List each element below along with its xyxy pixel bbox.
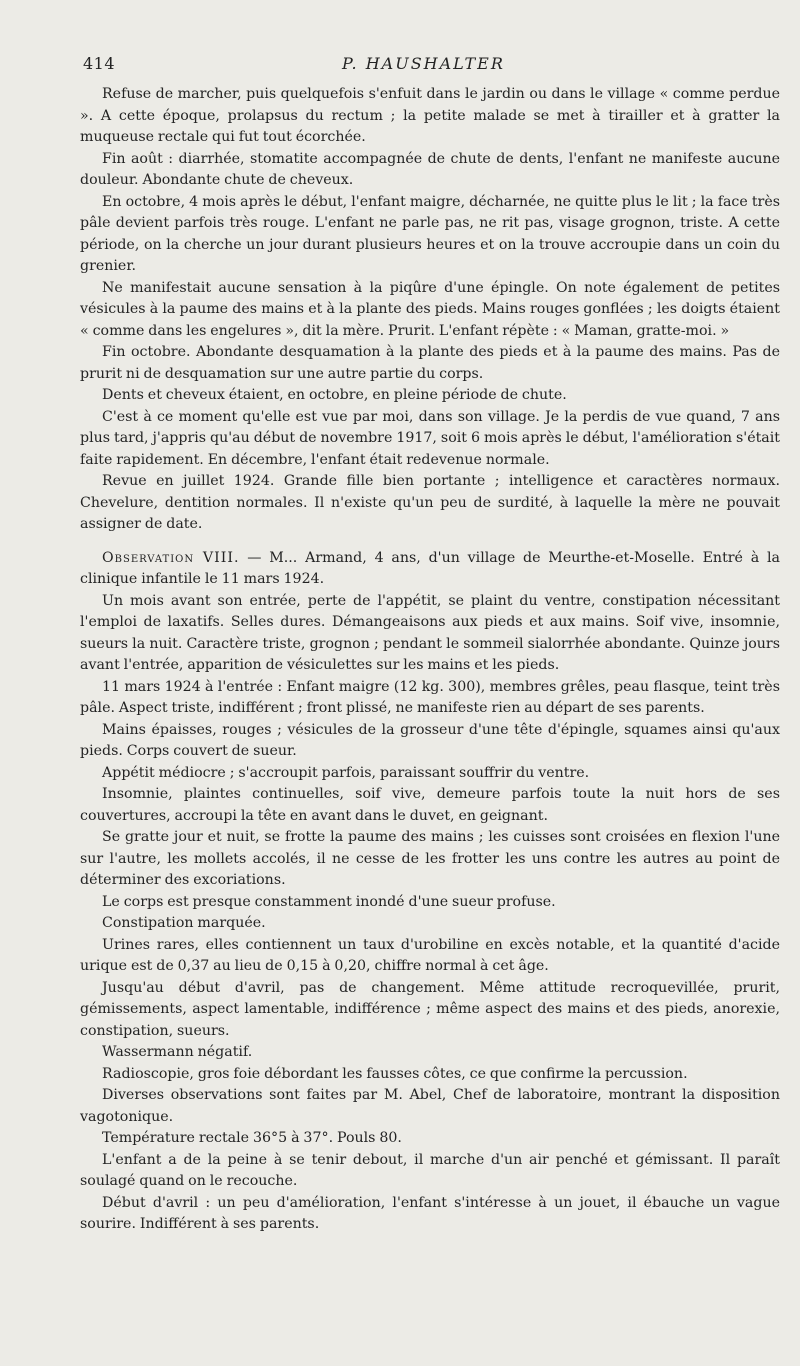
paragraph: Revue en juillet 1924. Grande fille bien portante ; intelligence et caractères normaux. Chevelure, dentition normales. Il n'existe qu'un peu de surdité, à laquelle la mère ne pouvait assigner de date. [80,473,780,532]
paragraph: Appétit médiocre ; s'accroupit parfois, paraissant souffrir du ventre. [102,764,590,781]
paragraph: Urines rares, elles contiennent un taux d'urobiline en excès notable, et la quantité d'acide urique est de 0,37 au lieu de 0,15 à 0,20, chiffre normal à cet âge. [80,936,780,974]
paragraph: 11 mars 1924 à l'entrée : Enfant maigre (12 kg. 300), membres grêles, peau flasque, teint très pâle. Aspect triste, indifférent ; front plissé, ne manifeste rien au départ de ses parents. [80,678,780,716]
paragraph: Jusqu'au début d'avril, pas de changement. Même attitude recroquevillée, prurit, gémissements, aspect lamentable, indifférence ; même aspect des mains et des pieds, anorexie, constipation, sueurs. [80,979,780,1039]
paragraph: Refuse de marcher, puis quelquefois s'enfuit dans le jardin ou dans le village « comme perdue ». A cette époque, prolapsus du rectum ; la petite malade se met à tirailler et à gratter la muqueuse rectale qui fut tout écorchée. [80,86,780,145]
paragraph: Début d'avril : un peu d'amélioration, l'enfant s'intéresse à un jouet, il ébauche un vague sourire. Indifférent à ses parents. [80,1194,780,1232]
paragraph: Diverses observations sont faites par M. Abel, Chef de laboratoire, montrant la disposition vagotonique. [80,1087,780,1125]
paragraph: Radioscopie, gros foie débordant les fausses côtes, ce que confirme la percussion. [102,1065,688,1082]
paragraph: Wassermann négatif. [102,1044,253,1060]
body-text [80,84,780,1236]
paragraph: Un mois avant son entrée, perte de l'appétit, se plaint du ventre, constipation nécessitant l'emploi de laxatifs. Selles dures. Démangeaisons aux pieds et aux mains. Soif vive, insomnie, sueurs la nuit. Caractère triste, grognon ; pendant le sommeil sialorrhée abondante. Quinze jours avant l'entrée, apparition de vésiculettes sur les mains et les pieds. [80,592,780,673]
paragraph: En octobre, 4 mois après le début, l'enfant maigre, décharnée, ne quitte plus le lit ; la face très pâle devient parfois très rouge. L'enfant ne parle pas, ne rit pas, visage grognon, triste. A cette période, on la cherche un jour durant plusieurs heures et on la trouve accroupie dans un coin du grenier. [80,193,780,274]
observation-heading-paragraph [80,548,780,591]
running-head-author: P. HAUSHALTER [342,54,505,73]
observation-text: — M... Armand, 4 ans, d'un village de Meurthe-et-Moselle. Entré à la clinique infantile le 11 mars 1924. [80,549,781,587]
page-number: 414 [83,54,116,73]
paragraph: Mains épaisses, rouges ; vésicules de la grosseur d'une tête d'épingle, squames ainsi qu'aux pieds. Corps couvert de sueur. [80,721,780,759]
paragraph: L'enfant a de la peine à se tenir debout, il marche d'un air penché et gémissant. Il paraît soulagé quand on le recouche. [80,1151,780,1189]
paragraph: Fin octobre. Abondante desquamation à la plante des pieds et à la paume des mains. Pas de prurit ni de desquamation sur une autre partie du corps. [80,344,780,382]
paragraph: Température rectale 36°5 à 37°. Pouls 80. [102,1130,402,1146]
paragraph: C'est à ce moment qu'elle est vue par moi, dans son village. Je la perdis de vue quand, 7 ans plus tard, j'appris qu'au début de novembre 1917, soit 6 mois après le début, l'amélioration s'était faite rapidement. En décembre, l'enfant était redevenue normale. [80,408,780,468]
paragraph: Dents et cheveux étaient, en octobre, en pleine période de chute. [102,387,567,403]
paragraph: Fin août : diarrhée, stomatite accompagnée de chute de dents, l'enfant ne manifeste aucune douleur. Abondante chute de cheveux. [80,150,780,188]
paragraph: Insomnie, plaintes continuelles, soif vive, demeure parfois toute la nuit hors de ses couvertures, accroupi la tête en avant dans le duvet, en geignant. [80,786,780,824]
paragraph: Se gratte jour et nuit, se frotte la paume des mains ; les cuisses sont croisées en flexion l'une sur l'autre, les mollets accolés, il ne cesse de les frotter les uns contre les autres au point de déterminer des excoriations. [80,829,780,888]
paragraph: Constipation marquée. [102,915,266,931]
paragraph: Ne manifestait aucune sensation à la piqûre d'une épingle. On note également de petites vésicules à la paume des mains et à la plante des pieds. Mains rouges gonflées ; les doigts étaient « comme dans les engelures », dit la mère. Prurit. L'enfant répète : « Maman, gratte-moi. » [80,279,780,339]
paragraph: Le corps est presque constamment inondé d'une sueur profuse. [102,893,556,910]
observation-label: Observation VIII. [102,549,240,566]
page-header [80,50,780,84]
